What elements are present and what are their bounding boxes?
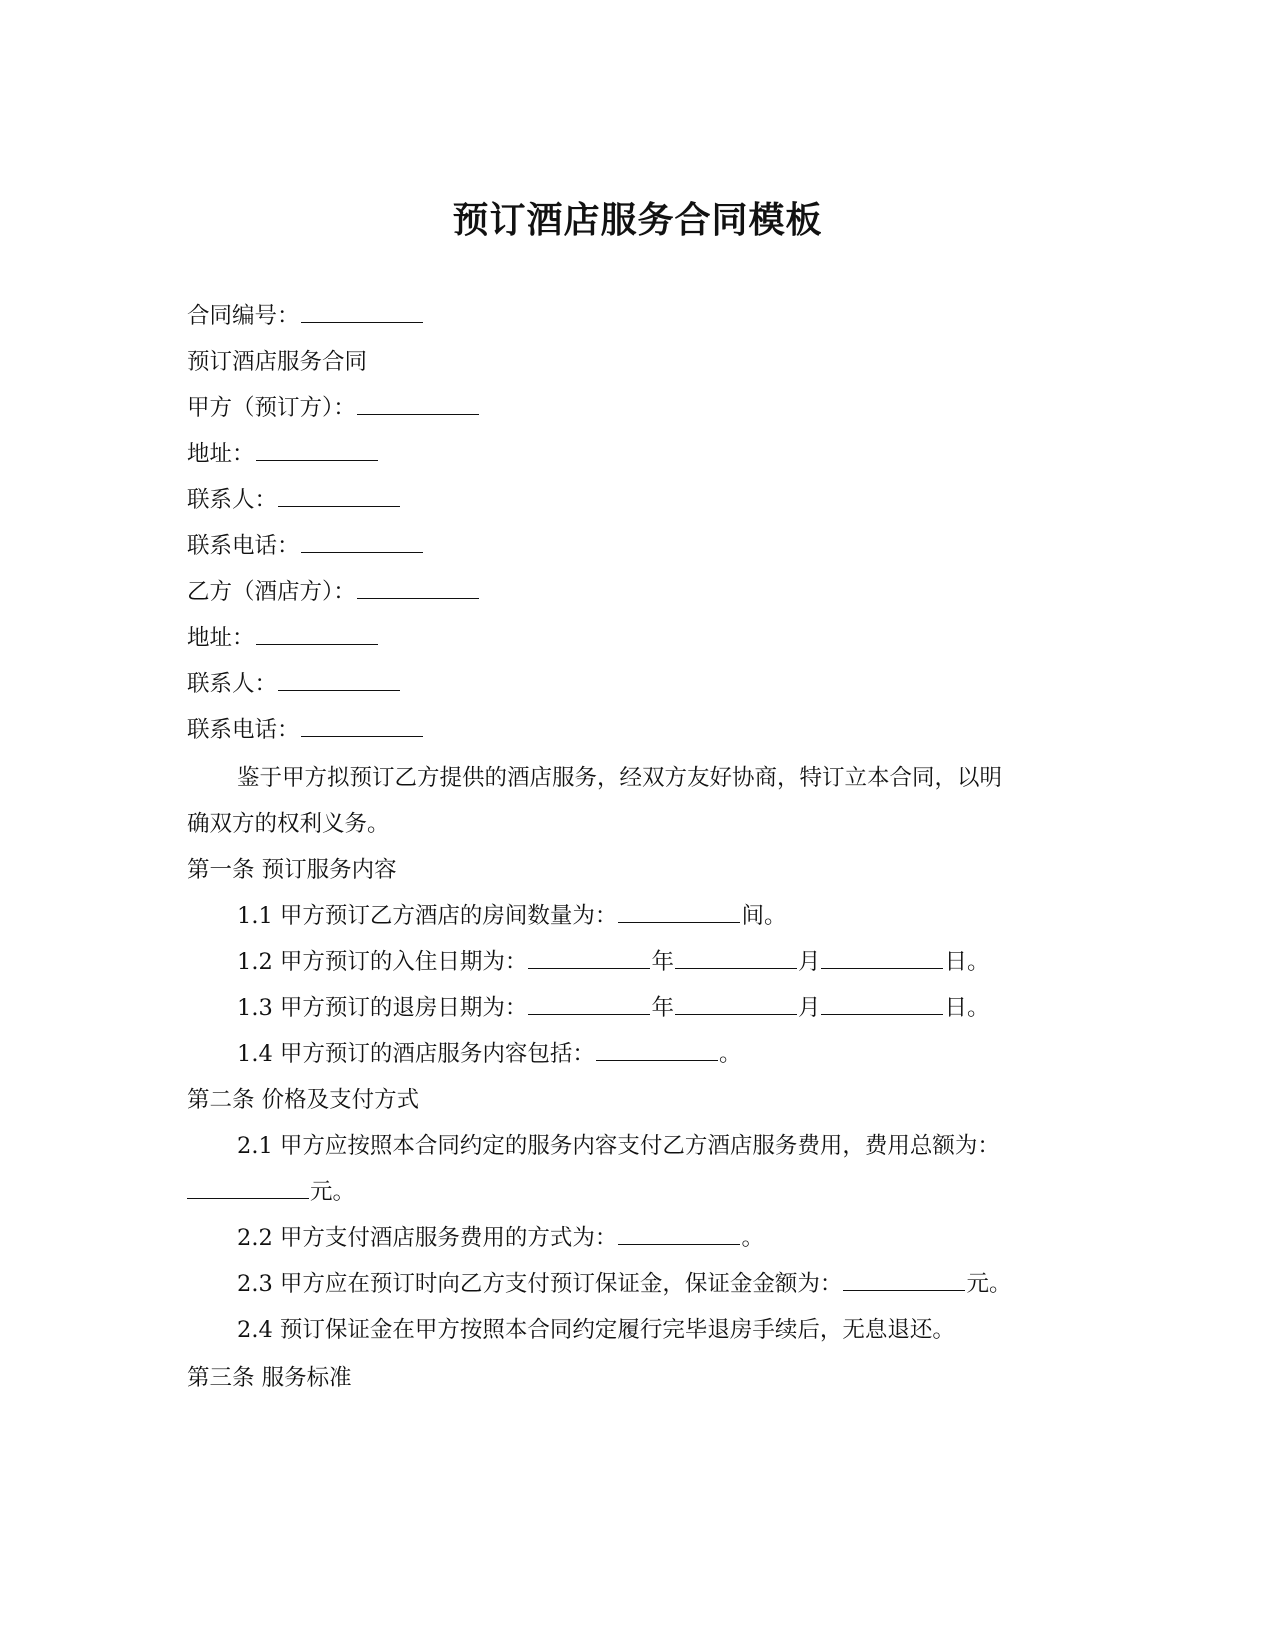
clause-1-4-text: 1.4 甲方预订的酒店服务内容包括： <box>237 1041 595 1067</box>
party-b-contact-label: 联系人： <box>187 671 278 697</box>
clause-2-3 <box>237 1268 1011 1300</box>
clause-1-1-text: 1.1 甲方预订乙方酒店的房间数量为： <box>237 903 618 929</box>
checkin-month-label: 月 <box>797 949 821 975</box>
clause-2-2-text: 2.2 甲方支付酒店服务费用的方式为： <box>237 1225 618 1251</box>
party-a-blank <box>357 392 479 415</box>
party-b-label: 乙方（酒店方）： <box>187 579 356 605</box>
contract-number-label: 合同编号： <box>187 303 300 329</box>
party-a-address-blank <box>256 438 378 461</box>
party-a-label: 甲方（预订方）： <box>187 395 356 421</box>
party-a-contact-blank <box>278 484 400 507</box>
contract-number-blank <box>301 300 423 323</box>
party-a-contact-line <box>187 484 401 516</box>
clause-2-1-unit: 元。 <box>310 1179 356 1205</box>
clause-2-1-line-1: 2.1 甲方应按照本合同约定的服务内容支付乙方酒店服务费用，费用总额为： <box>237 1133 1000 1159</box>
clause-1-4-period: 。 <box>718 1041 742 1067</box>
party-a-phone-blank <box>301 530 423 553</box>
checkin-day-blank <box>821 946 943 969</box>
party-a-address-label: 地址： <box>187 441 255 467</box>
checkin-year-label: 年 <box>651 949 674 975</box>
checkout-year-blank <box>528 992 650 1015</box>
party-b-phone-label: 联系电话： <box>187 717 300 743</box>
article-3-heading: 第三条 服务标准 <box>187 1365 352 1391</box>
clause-2-3-unit: 元。 <box>966 1271 1012 1297</box>
checkout-day-label: 日。 <box>944 995 990 1021</box>
party-b-contact-blank <box>278 668 400 691</box>
party-a-phone-label: 联系电话： <box>187 533 300 559</box>
service-content-blank <box>596 1038 718 1061</box>
clause-1-1 <box>237 900 786 932</box>
article-2-heading: 第二条 价格及支付方式 <box>187 1087 420 1113</box>
clause-1-3-text: 1.3 甲方预订的退房日期为： <box>237 995 528 1021</box>
checkout-year-label: 年 <box>651 995 674 1021</box>
document-title: 预订酒店服务合同模板 <box>452 199 823 241</box>
preamble-line-2: 确双方的权利义务。 <box>187 811 390 837</box>
clause-2-4: 2.4 预订保证金在甲方按照本合同约定履行完毕退房手续后，无息退还。 <box>237 1317 955 1343</box>
clause-2-2-period: 。 <box>741 1225 764 1251</box>
party-b-line <box>187 576 480 608</box>
clause-2-1-line-2 <box>187 1176 355 1208</box>
party-b-address-line <box>187 622 379 654</box>
party-b-contact-line <box>187 668 401 700</box>
clause-1-1-unit: 间。 <box>741 903 787 929</box>
deposit-amount-blank <box>843 1268 965 1291</box>
preamble-line-1: 鉴于甲方拟预订乙方提供的酒店服务，经双方友好协商，特订立本合同，以明 <box>237 765 1003 791</box>
clause-1-2-text: 1.2 甲方预订的入住日期为： <box>237 949 528 975</box>
article-1-heading: 第一条 预订服务内容 <box>187 857 397 883</box>
contract-name-line: 预订酒店服务合同 <box>187 349 368 375</box>
party-b-phone-line <box>187 714 424 746</box>
clause-2-3-text: 2.3 甲方应在预订时向乙方支付预订保证金，保证金金额为： <box>237 1271 843 1297</box>
party-b-address-label: 地址： <box>187 625 255 651</box>
checkout-month-label: 月 <box>797 995 821 1021</box>
checkin-day-label: 日。 <box>944 949 990 975</box>
contract-number-line <box>187 300 424 332</box>
payment-method-blank <box>618 1222 740 1245</box>
total-fee-blank <box>187 1176 309 1199</box>
party-b-phone-blank <box>301 714 423 737</box>
checkin-year-blank <box>528 946 650 969</box>
room-count-blank <box>618 900 740 923</box>
party-b-blank <box>357 576 479 599</box>
checkout-month-blank <box>675 992 797 1015</box>
clause-2-2 <box>237 1222 764 1254</box>
clause-1-2 <box>237 946 989 978</box>
checkin-month-blank <box>675 946 797 969</box>
party-a-phone-line <box>187 530 424 562</box>
checkout-day-blank <box>821 992 943 1015</box>
party-a-address-line <box>187 438 379 470</box>
party-a-line <box>187 392 480 424</box>
party-b-address-blank <box>256 622 378 645</box>
party-a-contact-label: 联系人： <box>187 487 278 513</box>
clause-1-3 <box>237 992 989 1024</box>
clause-1-4 <box>237 1038 741 1070</box>
